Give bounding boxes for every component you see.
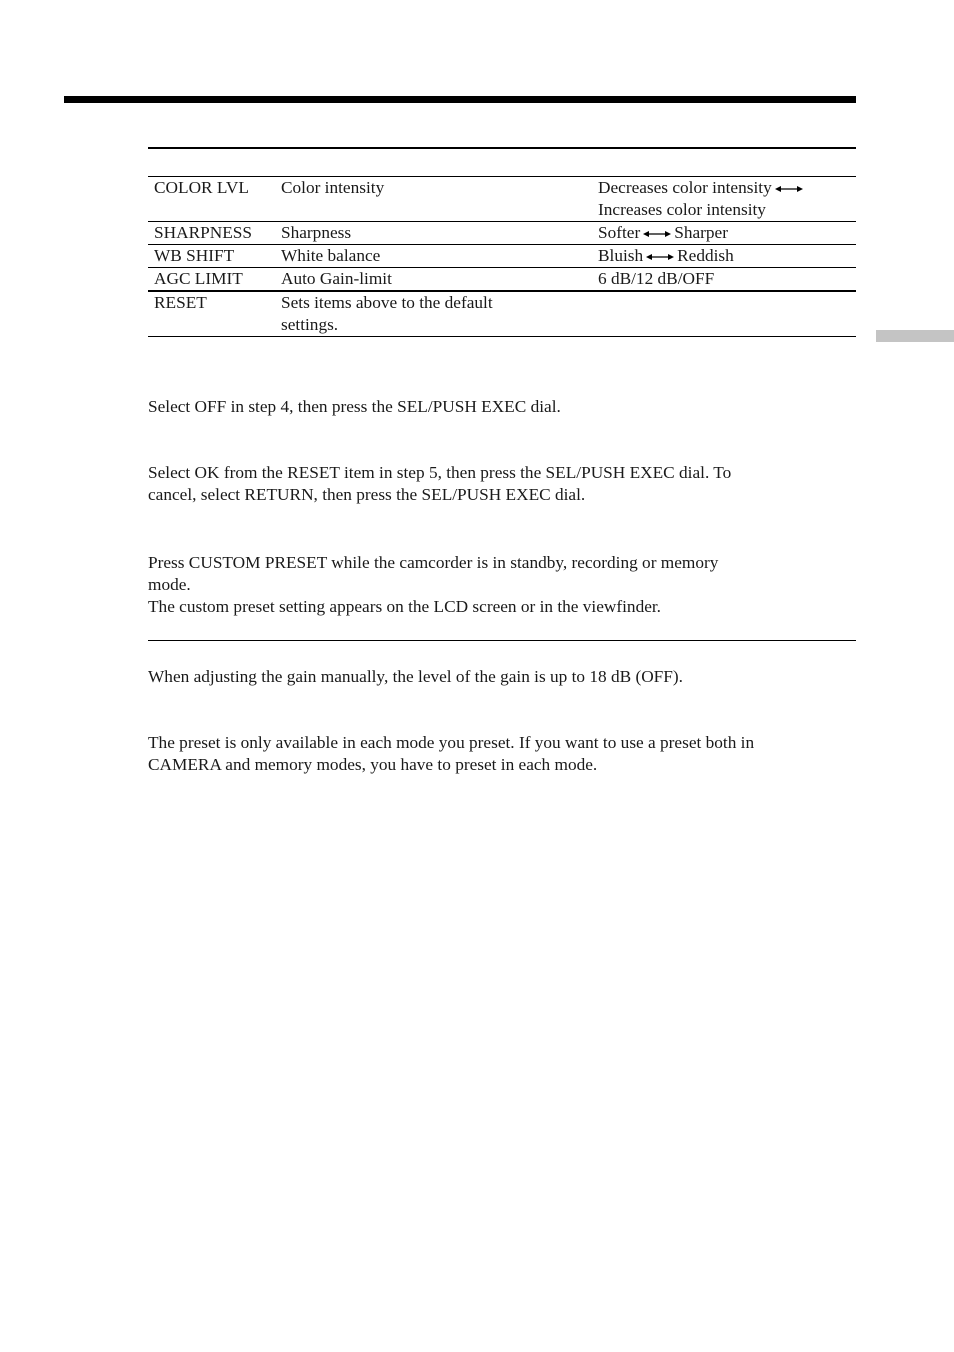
table-row (148, 177, 856, 222)
adjust-cell: 6 dB/12 dB/OFF (598, 269, 715, 288)
reset-paragraph: Select OK from the RESET item in step 5, then press the SEL/PUSH EXEC dial. To cancel, select RETURN, then press the SEL/PUSH EXEC dial. (148, 463, 732, 504)
meaning-cell: Auto Gain-limit (281, 269, 392, 288)
item-cell: RESET (154, 293, 207, 312)
double-arrow-icon (646, 252, 674, 262)
table-top-rule (148, 147, 856, 149)
item-cell: AGC LIMIT (154, 269, 243, 288)
meaning-cell: Sharpness (281, 223, 352, 242)
custom-preset-table (148, 176, 856, 337)
meaning-cell: White balance (281, 246, 381, 265)
item-cell: SHARPNESS (154, 223, 252, 242)
table-row (148, 245, 856, 268)
notes-rule (148, 640, 856, 641)
table-row (148, 268, 856, 292)
side-section-tab (876, 330, 954, 342)
adjust-cell: Softer Sharper (598, 223, 728, 242)
cancel-preset-paragraph: Select OFF in step 4, then press the SEL/PUSH EXEC dial. (148, 397, 561, 416)
double-arrow-icon (775, 184, 803, 194)
check-setting-paragraph: Press CUSTOM PRESET while the camcorder is in standby, recording or memory mode. The custom preset setting appears on the LCD screen or in the viewfinder. (148, 553, 719, 616)
meaning-cell: Sets items above to the default settings. (281, 293, 493, 334)
table-row (148, 222, 856, 245)
agc-note-paragraph: When adjusting the gain manually, the level of the gain is up to 18 dB (OFF). (148, 667, 683, 686)
header-rule (64, 96, 856, 103)
table-row (148, 291, 856, 337)
double-arrow-icon (643, 229, 671, 239)
adjust-cell (592, 291, 856, 337)
item-cell: WB SHIFT (154, 246, 235, 265)
item-cell: COLOR LVL (154, 178, 249, 197)
meaning-cell: Color intensity (281, 178, 385, 197)
preset-mode-note-paragraph: The preset is only available in each mode you preset. If you want to use a preset both in CAMERA and memory modes, you have to preset in each mode. (148, 733, 755, 774)
adjust-cell: Decreases color intensity Increases color intensity (592, 177, 856, 222)
adjust-cell: Bluish Reddish (598, 246, 734, 265)
